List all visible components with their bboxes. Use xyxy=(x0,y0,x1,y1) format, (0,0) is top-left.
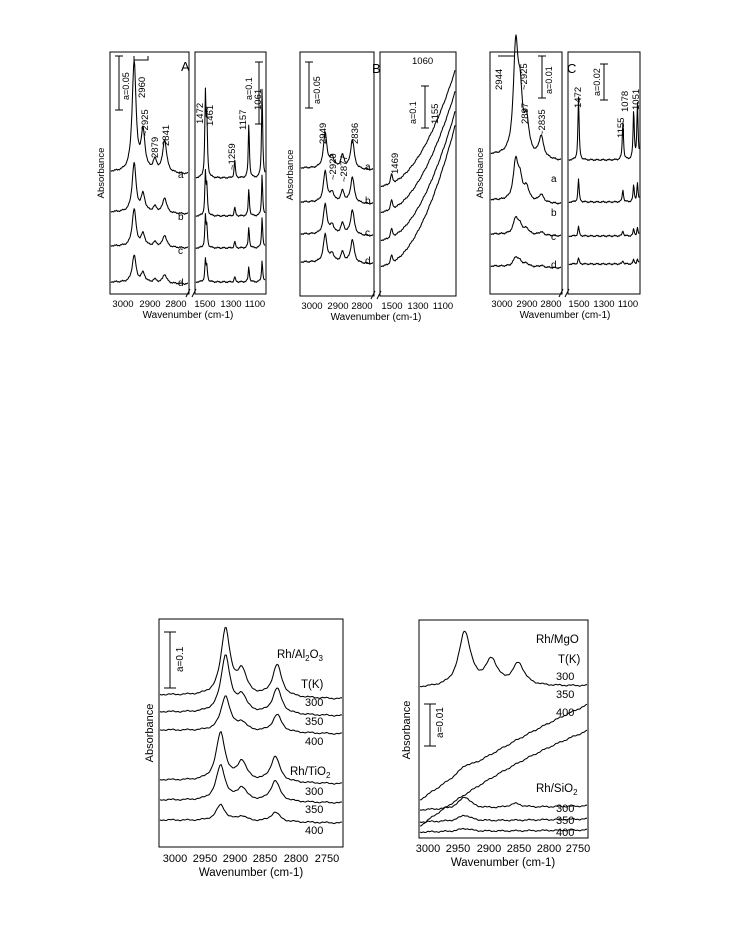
panel-e-temperature-label: T(K) xyxy=(558,654,581,666)
spectrum-line xyxy=(301,233,373,264)
panel-a-xlabel: Wavenumber (cm-1) xyxy=(142,310,234,321)
spectrum-line xyxy=(569,258,639,265)
panel-b-label: B xyxy=(372,61,381,76)
spectrum-line xyxy=(111,163,188,215)
spectrum-line xyxy=(491,35,561,160)
peak-label: ~2835 xyxy=(537,109,548,136)
panel-b-ylabel: Absorbance xyxy=(285,149,296,201)
svg-text:Rh/SiO2 xyxy=(536,783,578,797)
svg-text:Rh/Al2O3 xyxy=(277,649,324,663)
peak-label: 1157 xyxy=(238,109,249,130)
peak-label: 1461 xyxy=(205,104,216,126)
spectrum-line xyxy=(569,179,639,203)
series-label: a xyxy=(178,170,184,181)
scale-bar-label: a=0.05 xyxy=(312,76,322,104)
sample-label-subscript: 2 xyxy=(573,788,578,797)
panel-d xyxy=(144,619,343,879)
peak-label: 1472 xyxy=(195,102,206,124)
series-label: a xyxy=(365,162,371,173)
x-tick-label: 2900 xyxy=(476,843,502,855)
panel-b-xlabel: Wavenumber (cm-1) xyxy=(330,312,422,323)
sample-label-part: Rh/SiO xyxy=(536,783,574,795)
peak-label: ~2925 xyxy=(140,109,151,136)
spectrum-line xyxy=(301,203,373,236)
panel-a-spectra xyxy=(111,60,265,285)
peak-label: ~2877 xyxy=(339,155,350,182)
x-tick-label: 3000 xyxy=(112,299,134,310)
panel-c-ylabel: Absorbance xyxy=(475,147,486,199)
peak-label: 1155 xyxy=(430,103,441,124)
panel-c xyxy=(475,35,642,321)
x-tick-label: 2900 xyxy=(516,299,538,310)
panel-b-series-labels xyxy=(365,162,371,267)
panel-e-ylabel: Absorbance xyxy=(401,700,413,760)
series-label: b xyxy=(551,208,557,219)
peak-label: 2897 xyxy=(520,102,531,124)
x-tick-label: 2900 xyxy=(139,299,161,310)
sample-label-part: Rh/Al xyxy=(277,649,306,661)
spectrum-line xyxy=(381,91,455,212)
panel-e-sample-label-sio2 xyxy=(536,783,578,797)
panel-a-series-labels xyxy=(178,170,184,289)
peak-label: 1061 xyxy=(253,88,264,110)
x-tick-label: 1300 xyxy=(407,301,429,312)
panel-d-xlabel: Wavenumber (cm-1) xyxy=(198,867,304,879)
panel-c-scale-bar-left xyxy=(538,56,554,98)
spectrum-line xyxy=(111,209,188,249)
sample-label-part: Rh/TiO xyxy=(290,766,326,778)
x-tick-label: 2800 xyxy=(540,299,562,310)
panel-d-sample-label-al2o3 xyxy=(277,649,324,663)
panel-d-x-ticks xyxy=(163,853,339,865)
peak-label: 1078 xyxy=(620,90,631,112)
peak-label: ~2920 xyxy=(328,153,339,180)
spectrum-line xyxy=(111,255,188,285)
panel-d-temperature-label: T(K) xyxy=(301,679,324,691)
peak-label: ~1259 xyxy=(227,143,238,170)
x-tick-label: 1500 xyxy=(381,301,403,312)
x-tick-label: 1100 xyxy=(432,301,454,312)
panel-c-spectra xyxy=(491,35,639,269)
series-label: 350 xyxy=(305,804,324,816)
scale-bar-label: a=0.1 xyxy=(244,77,254,100)
peak-label: 2944 xyxy=(494,68,505,90)
peak-label: 2949 xyxy=(318,122,329,144)
x-tick-label: 2900 xyxy=(327,301,349,312)
scale-bar-label: a=0.01 xyxy=(435,707,446,738)
x-tick-label: 3000 xyxy=(162,853,188,865)
series-label: b xyxy=(178,212,184,223)
panel-e-xlabel: Wavenumber (cm-1) xyxy=(450,857,556,869)
series-label: b xyxy=(365,196,371,207)
panel-a xyxy=(96,52,266,321)
x-tick-label: 2900 xyxy=(222,853,248,865)
scale-bar-label: a=0.1 xyxy=(408,101,418,124)
series-label: 400 xyxy=(305,736,324,748)
x-tick-label: 3000 xyxy=(301,301,323,312)
peak-label: 1051 xyxy=(631,88,642,110)
svg-text:Rh/TiO2 xyxy=(290,766,331,780)
panel-a-scale-bar-left xyxy=(115,56,131,110)
series-label: c xyxy=(551,232,556,243)
series-label: 350 xyxy=(556,689,575,701)
spectrum-line xyxy=(196,214,265,249)
x-tick-label: 3000 xyxy=(415,843,441,855)
x-tick-label: 2850 xyxy=(252,853,278,865)
panel-b-spectra xyxy=(301,70,455,266)
panel-e xyxy=(401,620,590,869)
x-tick-label: 1500 xyxy=(568,299,590,310)
x-tick-label: 2850 xyxy=(506,843,532,855)
peak-label: 1155 xyxy=(616,117,627,138)
sample-label-part: O xyxy=(309,649,319,661)
sample-label-subscript: 2 xyxy=(305,654,310,663)
panel-c-label: C xyxy=(567,61,577,76)
panel-e-series-labels xyxy=(556,671,574,839)
series-label: 300 xyxy=(556,803,575,815)
panel-e-x-ticks xyxy=(416,843,590,855)
series-label: 300 xyxy=(556,671,575,683)
series-label: 400 xyxy=(556,827,575,839)
panel-c-scale-bar-right xyxy=(592,64,608,100)
panel-d-scale-bar xyxy=(164,632,186,688)
series-label: c xyxy=(178,246,183,257)
peak-label: 1472 xyxy=(573,86,584,108)
panel-d-ylabel: Absorbance xyxy=(144,703,156,763)
series-label: 400 xyxy=(305,825,324,837)
panel-a-peak-labels xyxy=(134,56,264,170)
series-label: d xyxy=(365,256,371,267)
sample-label-subscript: 2 xyxy=(326,771,331,780)
panel-a-ylabel: Absorbance xyxy=(96,147,107,199)
x-tick-label: 1100 xyxy=(244,299,266,310)
series-label: d xyxy=(551,260,557,271)
peak-label: 2879 xyxy=(150,136,161,158)
x-tick-label: 2950 xyxy=(192,853,218,865)
series-label: d xyxy=(178,278,184,289)
x-tick-label: 2800 xyxy=(536,843,562,855)
sample-label-subscript: 3 xyxy=(318,654,323,663)
panel-e-sample-label-mgo: Rh/MgO xyxy=(536,634,579,646)
series-label: 350 xyxy=(305,716,324,728)
series-label: 400 xyxy=(556,707,575,719)
panel-b-scale-bar-right xyxy=(408,86,429,128)
panel-a-x-ticks xyxy=(112,299,265,310)
x-tick-label: 2800 xyxy=(283,853,309,865)
panel-c-series-labels xyxy=(551,174,557,271)
panel-c-x-ticks xyxy=(491,299,638,310)
scale-bar-label: a=0.02 xyxy=(592,68,602,96)
x-tick-label: 2800 xyxy=(351,301,373,312)
peak-label: ~2925 xyxy=(519,63,530,90)
x-tick-label: 1300 xyxy=(220,299,242,310)
scale-bar-label: a=0.05 xyxy=(121,72,131,100)
peak-label: 1469 xyxy=(390,152,401,174)
panel-d-sample-label-tio2 xyxy=(290,766,331,780)
spectrum-line xyxy=(569,226,639,237)
peak-label: 2960 xyxy=(137,76,148,98)
panel-a-label: A xyxy=(181,59,190,74)
x-tick-label: 2800 xyxy=(165,299,187,310)
series-label: a xyxy=(551,174,557,185)
x-tick-label: 2950 xyxy=(445,843,471,855)
x-tick-label: 1500 xyxy=(194,299,216,310)
spectrum-line xyxy=(196,258,265,283)
series-label: 350 xyxy=(556,815,575,827)
x-tick-label: 1100 xyxy=(617,299,639,310)
x-tick-label: 2750 xyxy=(565,843,591,855)
panel-b-scale-bar-left xyxy=(305,62,322,108)
scale-bar-label: a=0.01 xyxy=(544,66,554,94)
panel-c-xlabel: Wavenumber (cm-1) xyxy=(519,310,611,321)
x-tick-label: 1300 xyxy=(593,299,615,310)
series-label: c xyxy=(365,228,370,239)
peak-label: 1060 xyxy=(412,56,434,67)
series-label: 300 xyxy=(305,697,324,709)
series-label: 300 xyxy=(305,786,324,798)
x-tick-label: 2750 xyxy=(314,853,340,865)
scale-bar-label: a=0.1 xyxy=(175,646,186,672)
panel-e-scale-bar xyxy=(424,704,446,746)
peak-label: 2836 xyxy=(350,122,361,144)
panel-b xyxy=(285,52,456,323)
panel-b-x-ticks xyxy=(301,301,453,312)
x-tick-label: 3000 xyxy=(491,299,513,310)
peak-label: 2841 xyxy=(161,124,172,146)
